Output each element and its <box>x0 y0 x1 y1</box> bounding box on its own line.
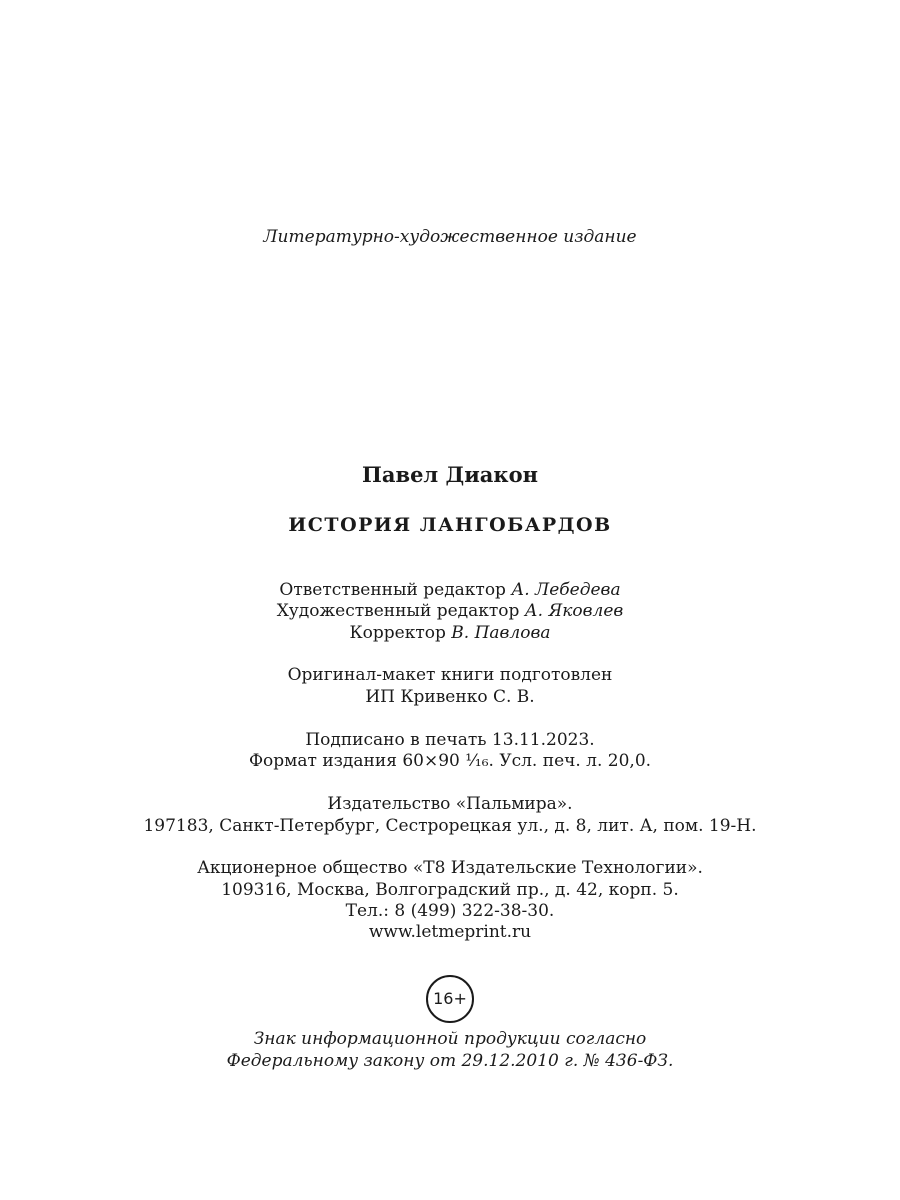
credit-line-proofreader <box>0 622 900 644</box>
credit-role: Корректор <box>349 623 446 643</box>
book-title: ИСТОРИЯ ЛАНГОБАРДОВ <box>288 514 612 536</box>
credit-role: Ответственный редактор <box>279 580 506 600</box>
publisher-address: 197183, Санкт-Петербург, Сестрорецкая ул., д. 8, лит. А, пом. 19-Н. <box>143 816 757 836</box>
credit-name: А. Яковлев <box>524 601 624 621</box>
print-format: Формат издания 60×90 ¹⁄₁₆. Усл. печ. л. 20,0. <box>248 751 652 771</box>
printer-phone: Тел.: 8 (499) 322-38-30. <box>345 901 555 921</box>
author-name: Павел Диакон <box>362 462 538 487</box>
credit-name: В. Павлова <box>451 623 551 643</box>
age-notice-line-2: Федеральному закону от 29.12.2010 г. № 436-ФЗ. <box>226 1051 674 1071</box>
credit-line-chief-editor <box>0 579 900 601</box>
credit-name: А. Лебедева <box>511 580 621 600</box>
layout-note-line-1: Оригинал-макет книги подготовлен <box>287 665 613 685</box>
printer-address: 109316, Москва, Волгоградский пр., д. 42, корп. 5. <box>221 880 679 900</box>
printer-website: www.letmeprint.ru <box>368 922 532 942</box>
age-notice-line-1: Знак информационной продукции согласно <box>253 1029 647 1049</box>
publisher-name: Издательство «Пальмира». <box>327 794 573 814</box>
print-signed-date: Подписано в печать 13.11.2023. <box>305 730 595 750</box>
age-rating-badge: 16+ <box>426 975 474 1023</box>
credit-line-art-editor <box>0 600 900 622</box>
printer-name: Акционерное общество «Т8 Издательские Технологии». <box>197 858 703 878</box>
genre-label: Литературно-художественное издание <box>263 227 637 247</box>
credit-role: Художественный редактор <box>276 601 520 621</box>
layout-note-line-2: ИП Кривенко С. В. <box>365 687 535 707</box>
